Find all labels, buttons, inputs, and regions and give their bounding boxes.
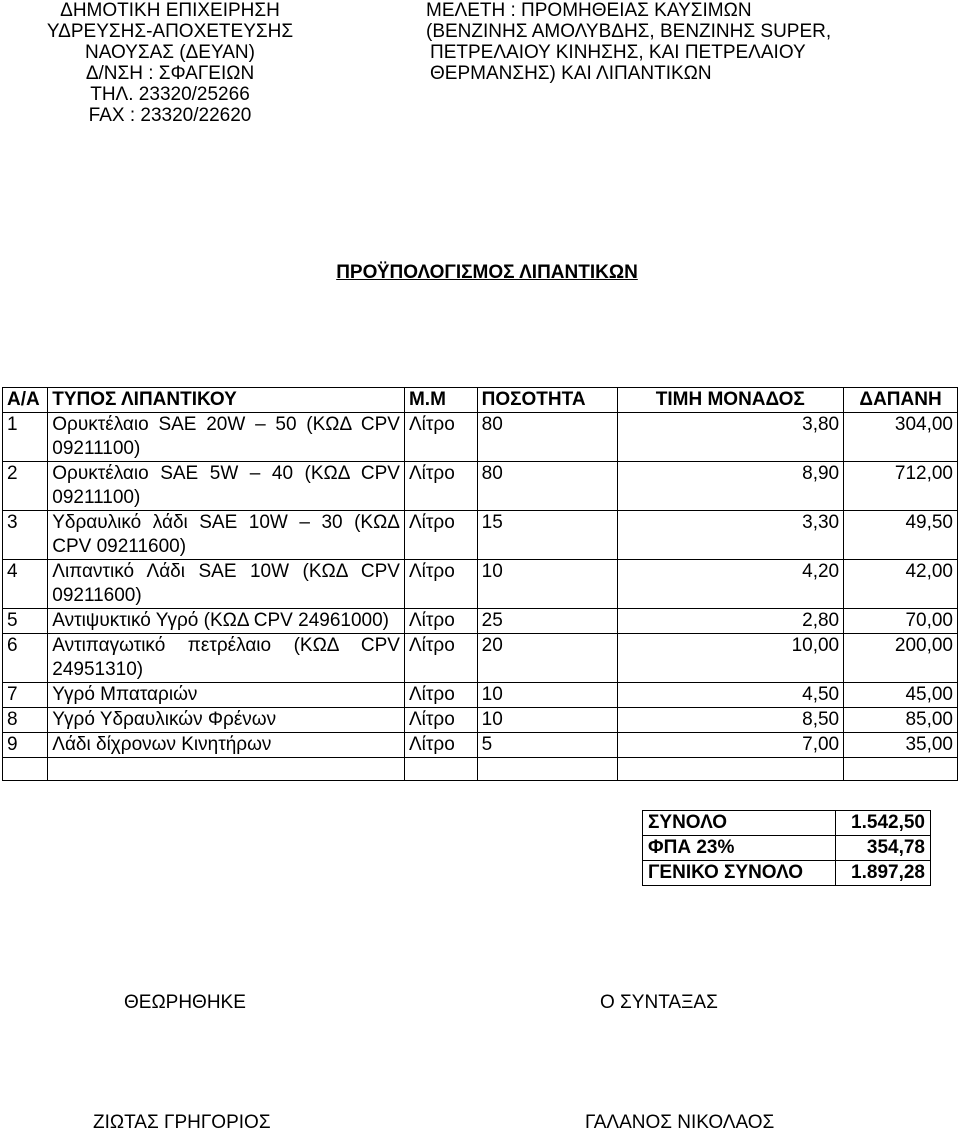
cell-aa: 2 bbox=[3, 462, 48, 511]
cell-aa: 5 bbox=[3, 609, 48, 634]
grand-total-value: 1.897,28 bbox=[836, 861, 931, 886]
cell-empty bbox=[844, 758, 958, 781]
cell-price: 7,00 bbox=[617, 733, 844, 758]
cell-aa: 6 bbox=[3, 634, 48, 683]
study-line: ΠΕΤΡΕΛΑΙΟΥ ΚΙΝΗΣΗΣ, ΚΑΙ ΠΕΤΡΕΛΑΙΟΥ bbox=[430, 42, 806, 63]
header-type: ΤΥΠΟΣ ΛΙΠΑΝΤΙΚΟΥ bbox=[48, 388, 405, 413]
org-line: FAX : 23320/22620 bbox=[88, 105, 252, 126]
cell-price: 8,50 bbox=[617, 708, 844, 733]
totals-table bbox=[642, 810, 931, 886]
table-row bbox=[3, 733, 958, 758]
approved-name: ΖΙΩΤΑΣ ΓΡΗΓΟΡΙΟΣ bbox=[93, 1112, 271, 1133]
cell-unit: Λίτρο bbox=[404, 683, 477, 708]
study-line: ΘΕΡΜΑΝΣΗΣ) ΚΑΙ ΛΙΠΑΝΤΙΚΩΝ bbox=[430, 63, 712, 84]
org-line: ΤΗΛ. 23320/25266 bbox=[90, 84, 250, 105]
cell-qty: 5 bbox=[477, 733, 617, 758]
cell-aa: 3 bbox=[3, 511, 48, 560]
cell-unit: Λίτρο bbox=[404, 609, 477, 634]
cell-qty: 10 bbox=[477, 708, 617, 733]
table-header-row bbox=[3, 388, 958, 413]
org-line: ΝΑΟΥΣΑΣ (ΔΕΥΑΝ) bbox=[85, 42, 255, 63]
cell-type: Υγρό Μπαταριών bbox=[48, 683, 405, 708]
cell-qty: 10 bbox=[477, 560, 617, 609]
table-row bbox=[3, 609, 958, 634]
cell-cost: 712,00 bbox=[844, 462, 958, 511]
cell-unit: Λίτρο bbox=[404, 560, 477, 609]
table-row bbox=[3, 560, 958, 609]
cell-empty bbox=[477, 758, 617, 781]
org-line: ΥΔΡΕΥΣΗΣ-ΑΠΟΧΕΤΕΥΣΗΣ bbox=[46, 21, 294, 42]
vat-value: 354,78 bbox=[836, 836, 931, 861]
table-row bbox=[3, 683, 958, 708]
cell-qty: 20 bbox=[477, 634, 617, 683]
cell-aa: 1 bbox=[3, 413, 48, 462]
cell-type: Λιπαντικό Λάδι SAE 10W (ΚΩΔ CPV 09211600) bbox=[48, 560, 405, 609]
vat-row bbox=[643, 836, 931, 861]
cell-price: 2,80 bbox=[617, 609, 844, 634]
cell-cost: 42,00 bbox=[844, 560, 958, 609]
cell-qty: 10 bbox=[477, 683, 617, 708]
cell-price: 10,00 bbox=[617, 634, 844, 683]
cell-qty: 25 bbox=[477, 609, 617, 634]
total-row bbox=[643, 811, 931, 836]
cell-type: Αντιψυκτικό Υγρό (ΚΩΔ CPV 24961000) bbox=[48, 609, 405, 634]
org-line: ΔΗΜΟΤΙΚΗ ΕΠΙΧΕΙΡΗΣΗ bbox=[60, 0, 280, 21]
total-label: ΣΥΝΟΛΟ bbox=[643, 811, 836, 836]
cell-cost: 304,00 bbox=[844, 413, 958, 462]
cell-qty: 80 bbox=[477, 413, 617, 462]
approved-label: ΘΕΩΡΗΘΗΚΕ bbox=[124, 992, 246, 1013]
cell-type: Υδραυλικό λάδι SAE 10W – 30 (ΚΩΔ CPV 09211600) bbox=[48, 511, 405, 560]
study-header bbox=[426, 0, 946, 84]
page-title: ΠΡΟΫΠΟΛΟΓΙΣΜΟΣ ΛΙΠΑΝΤΙΚΩΝ bbox=[336, 262, 638, 283]
cell-cost: 45,00 bbox=[844, 683, 958, 708]
cell-empty bbox=[617, 758, 844, 781]
cell-unit: Λίτρο bbox=[404, 733, 477, 758]
lubricants-table bbox=[2, 387, 958, 781]
grand-total-row bbox=[643, 861, 931, 886]
cell-type: Λάδι δίχρονων Κινητήρων bbox=[48, 733, 405, 758]
cell-unit: Λίτρο bbox=[404, 413, 477, 462]
cell-unit: Λίτρο bbox=[404, 462, 477, 511]
cell-unit: Λίτρο bbox=[404, 511, 477, 560]
cell-aa: 8 bbox=[3, 708, 48, 733]
study-line: (ΒΕΝΖΙΝΗΣ ΑΜΟΛΥΒΔΗΣ, ΒΕΝΖΙΝΗΣ SUPER, bbox=[426, 21, 832, 42]
cell-empty bbox=[3, 758, 48, 781]
cell-cost: 70,00 bbox=[844, 609, 958, 634]
cell-price: 3,30 bbox=[617, 511, 844, 560]
cell-price: 4,20 bbox=[617, 560, 844, 609]
organization-header bbox=[0, 0, 340, 126]
cell-cost: 35,00 bbox=[844, 733, 958, 758]
cell-type: Ορυκτέλαιο SAE 20W – 50 (ΚΩΔ CPV 09211100) bbox=[48, 413, 405, 462]
org-line: Δ/ΝΣΗ : ΣΦΑΓΕΙΩΝ bbox=[85, 63, 255, 84]
header-price: ΤΙΜΗ ΜΟΝΑΔΟΣ bbox=[617, 388, 844, 413]
table-row-empty bbox=[3, 758, 958, 781]
table-row bbox=[3, 708, 958, 733]
cell-aa: 9 bbox=[3, 733, 48, 758]
header-aa: Α/Α bbox=[3, 388, 48, 413]
cell-unit: Λίτρο bbox=[404, 708, 477, 733]
header-unit: Μ.Μ bbox=[404, 388, 477, 413]
cell-type: Αντιπαγωτικό πετρέλαιο (ΚΩΔ CPV 24951310) bbox=[48, 634, 405, 683]
author-label: Ο ΣΥΝΤΑΞΑΣ bbox=[600, 992, 718, 1013]
table-row bbox=[3, 511, 958, 560]
cell-empty bbox=[48, 758, 405, 781]
cell-price: 4,50 bbox=[617, 683, 844, 708]
vat-label: ΦΠΑ 23% bbox=[643, 836, 836, 861]
cell-empty bbox=[404, 758, 477, 781]
cell-qty: 15 bbox=[477, 511, 617, 560]
cell-aa: 4 bbox=[3, 560, 48, 609]
cell-type: Υγρό Υδραυλικών Φρένων bbox=[48, 708, 405, 733]
cell-type: Ορυκτέλαιο SAE 5W – 40 (ΚΩΔ CPV 09211100) bbox=[48, 462, 405, 511]
total-value: 1.542,50 bbox=[836, 811, 931, 836]
cell-qty: 80 bbox=[477, 462, 617, 511]
cell-aa: 7 bbox=[3, 683, 48, 708]
study-line: ΜΕΛΕΤΗ : ΠΡΟΜΗΘΕΙΑΣ ΚΑΥΣΙΜΩΝ bbox=[426, 0, 752, 21]
cell-cost: 200,00 bbox=[844, 634, 958, 683]
cell-price: 3,80 bbox=[617, 413, 844, 462]
header-qty: ΠΟΣΟΤΗΤΑ bbox=[477, 388, 617, 413]
cell-cost: 49,50 bbox=[844, 511, 958, 560]
cell-cost: 85,00 bbox=[844, 708, 958, 733]
table-row bbox=[3, 462, 958, 511]
author-name: ΓΑΛΑΝΟΣ ΝΙΚΟΛΑΟΣ bbox=[585, 1112, 775, 1133]
header-cost: ΔΑΠΑΝΗ bbox=[844, 388, 958, 413]
grand-total-label: ΓΕΝΙΚΟ ΣΥΝΟΛΟ bbox=[643, 861, 836, 886]
table-row bbox=[3, 634, 958, 683]
table-row bbox=[3, 413, 958, 462]
cell-price: 8,90 bbox=[617, 462, 844, 511]
cell-unit: Λίτρο bbox=[404, 634, 477, 683]
